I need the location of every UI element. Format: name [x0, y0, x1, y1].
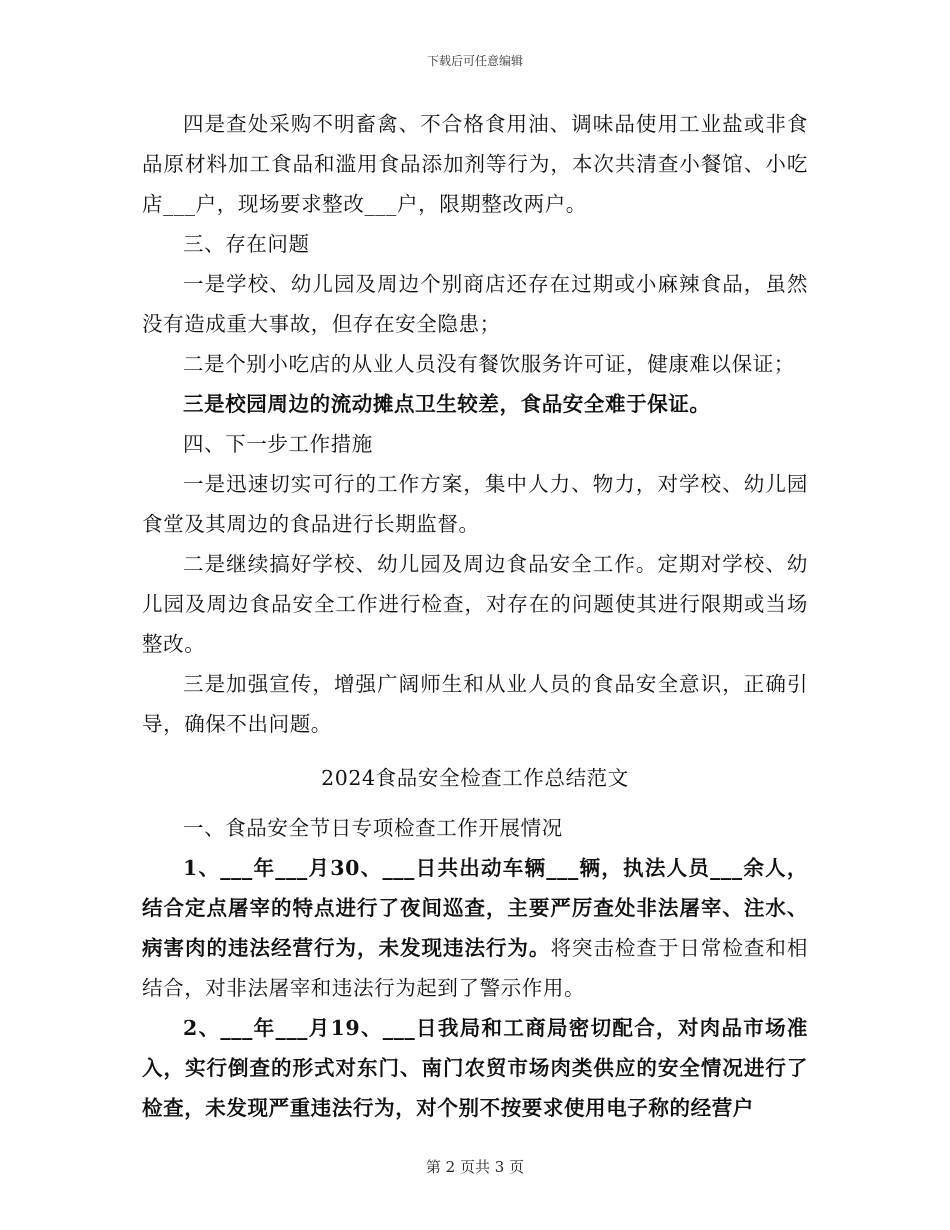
heading-existing-problems: 三、存在问题: [183, 232, 310, 256]
paragraph-inspection-4: 四是查处采购不明畜禽、不合格食用油、调味品使用工业盐或非食品原材料加工食品和滥用食品添加剂等行为，本次共清查小餐馆、小吃店___户，现场要求整改___户，限期整改两户。: [142, 112, 808, 216]
paragraph-item-2: 2、___年___月19、___日我局和工商局密切配合，对肉品市场准入，实行倒查的形式对东门、南门农贸市场肉类供应的安全情况进行了检查，未发现严重违法行为，对个别不按要求使用电子称的经营户: [142, 1016, 808, 1120]
paragraph-item-1-normal: 将突击检查于日常检查和相结合，对非法屠宰和违法行为起到了警示作用。: [142, 936, 808, 1000]
paragraph-step-3: 三是加强宣传，增强广阔师生和从业人员的食品安全意识，正确引导，确保不出问题。: [142, 672, 808, 736]
paragraph-problem-3: 三是校园周边的流动摊点卫生较差，食品安全难于保证。: [183, 392, 711, 416]
paragraph-step-1: 一是迅速切实可行的工作方案，集中人力、物力，对学校、幼儿园食堂及其周边的食品进行长期监督。: [142, 472, 808, 536]
paragraph-problem-1: 一是学校、幼儿园及周边个别商店还存在过期或小麻辣食品，虽然没有造成重大事故，但存在安全隐患；: [142, 272, 808, 336]
paragraph-item-1-bold: 1、___年___月30、___日共出动车辆___辆，执法人员___余人，结合定点屠宰的特点进行了夜间巡查，主要严厉查处非法屠宰、注水、病害肉的违法经营行为，未发现违法行为。: [142, 856, 808, 960]
document-title: 2024食品安全检查工作总结范文: [321, 766, 629, 790]
heading-next-steps: 四、下一步工作措施: [183, 432, 373, 456]
heading-holiday-inspection: 一、食品安全节日专项检查工作开展情况: [183, 816, 563, 840]
header-note: 下载后可任意编辑: [426, 54, 523, 68]
document-body: [142, 104, 808, 1128]
paragraph-step-2: 二是继续搞好学校、幼儿园及周边食品安全工作。定期对学校、幼儿园及周边食品安全工作进行检查，对存在的问题使其进行限期或当场整改。: [142, 552, 808, 656]
paragraph-problem-2: 二是个别小吃店的从业人员没有餐饮服务许可证，健康难以保证；: [183, 352, 795, 376]
paragraph-item-1: [142, 848, 808, 1008]
page-number: 第 2 页共 3 页: [425, 1158, 525, 1176]
